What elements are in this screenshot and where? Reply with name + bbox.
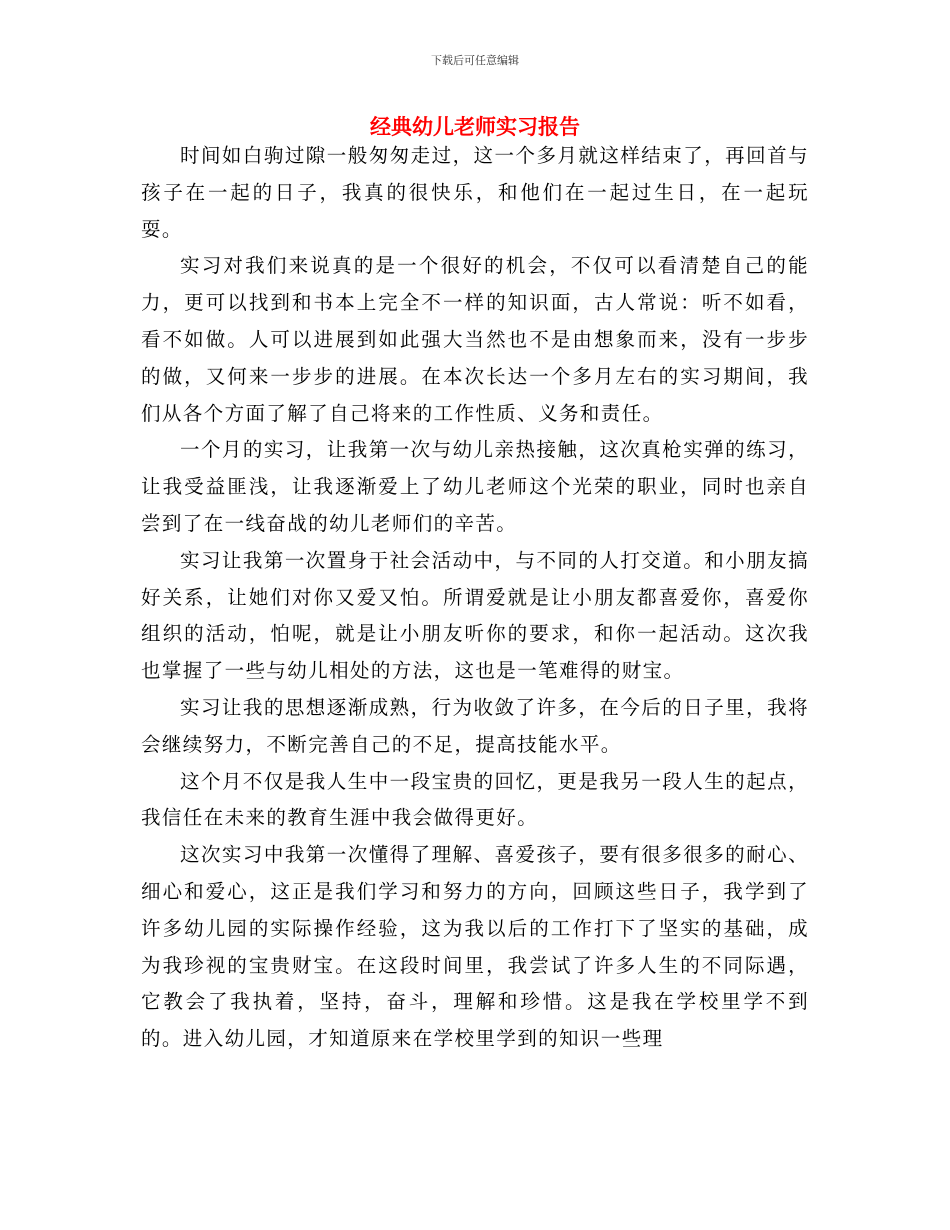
paragraph-2: 实习对我们来说真的是一个很好的机会，不仅可以看清楚自己的能力，更可以找到和书本上完全不一样的知识面，古人常说：听不如看，看不如做。人可以进展到如此强大当然也不是由想象而来，没有一步步的做，又何来一步步的进展。在本次长达一个多月左右的实习期间，我们从各个方面了解了自己将来的工作性质、义务和责任。	[141, 254, 809, 425]
paragraph-1: 时间如白驹过隙一般匆匆走过，这一个多月就这样结束了，再回首与孩子在一起的日子，我真的很快乐，和他们在一起过生日，在一起玩耍。	[141, 144, 809, 241]
paragraph-6: 这个月不仅是我人生中一段宝贵的回忆，更是我另一段人生的起点，我信任在未来的教育生涯中我会做得更好。	[141, 769, 809, 830]
paragraph-7: 这次实习中我第一次懂得了理解、喜爱孩子，要有很多很多的耐心、细心和爱心，这正是我们学习和努力的方向，回顾这些日子，我学到了许多幼儿园的实际操作经验，这为我以后的工作打下了坚实的基础，成为我珍视的宝贵财宝。在这段时间里，我尝试了许多人生的不同际遇，它教会了我执着，坚持，奋斗，理解和珍惜。这是我在学校里学不到的。进入幼儿园，才知道原来在学校里学到的知识一些理	[141, 843, 809, 1051]
document-body	[141, 138, 809, 1058]
paragraph-3: 一个月的实习，让我第一次与幼儿亲热接触，这次真枪实弹的练习，让我受益匪浅，让我逐渐爱上了幼儿老师这个光荣的职业，同时也亲自尝到了在一线奋战的幼儿老师们的辛苦。	[141, 438, 809, 535]
paragraph-5: 实习让我的思想逐渐成熟，行为收敛了许多，在今后的日子里，我将会继续努力，不断完善自己的不足，提高技能水平。	[141, 695, 809, 756]
header-note: 下载后可任意编辑	[431, 54, 519, 67]
paragraph-4: 实习让我第一次置身于社会活动中，与不同的人打交道。和小朋友搞好关系，让她们对你又爱又怕。所谓爱就是让小朋友都喜爱你，喜爱你组织的活动，怕呢，就是让小朋友听你的要求，和你一起活动。这次我也掌握了一些与幼儿相处的方法，这也是一笔难得的财宝。	[141, 548, 809, 683]
document-title: 经典幼儿老师实习报告	[370, 115, 580, 139]
